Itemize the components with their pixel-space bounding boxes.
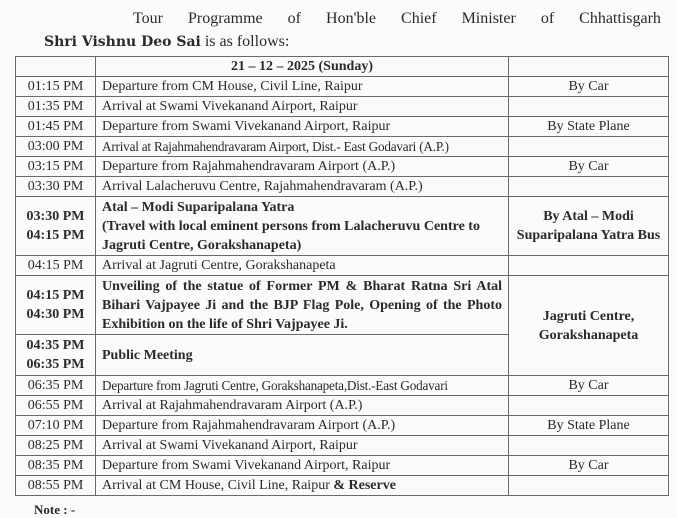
time-cell: 06:55 PM bbox=[16, 396, 96, 416]
table-row bbox=[16, 416, 669, 436]
intro-word: of bbox=[287, 10, 301, 27]
table-row bbox=[16, 157, 669, 177]
mode-cell: By State Plane bbox=[509, 416, 669, 436]
intro-word: Chhattisgarh bbox=[579, 10, 661, 27]
description-cell: Public Meeting bbox=[96, 335, 509, 376]
date-header: 21 – 12 – 2025 (Sunday) bbox=[96, 57, 509, 77]
table-row bbox=[16, 376, 669, 396]
mode-cell bbox=[509, 476, 669, 496]
chief-minister-name: Shri Vishnu Deo Sai bbox=[44, 34, 201, 50]
time-cell: 08:55 PM bbox=[16, 476, 96, 496]
intro-word: of bbox=[540, 10, 555, 27]
reserve-label: & Reserve bbox=[333, 478, 396, 493]
time-cell: 01:45 PM bbox=[16, 117, 96, 137]
table-row bbox=[16, 177, 669, 197]
description-cell: Departure from Rajahmahendravaram Airport (A.P.) bbox=[96, 416, 509, 436]
table-row bbox=[16, 396, 669, 416]
intro-word: Minister bbox=[461, 10, 516, 27]
table-row bbox=[16, 436, 669, 456]
table-row bbox=[16, 97, 669, 117]
mode-cell: By Car bbox=[509, 157, 669, 177]
description-cell bbox=[96, 376, 509, 396]
time-end: 04:30 PM bbox=[26, 307, 85, 322]
table-row bbox=[16, 256, 669, 276]
description-title: Atal – Modi Suparipalana Yatra bbox=[102, 199, 295, 215]
description-cell bbox=[96, 137, 509, 157]
time-cell: 03:00 PM bbox=[16, 137, 96, 157]
time-cell: 03:30 PM bbox=[16, 177, 96, 197]
description-cell: Arrival at Jagruti Centre, Gorakshanapeta bbox=[96, 256, 509, 276]
description-cell: Arrival Lalacheruvu Centre, Rajahmahendravaram (A.P.) bbox=[96, 177, 509, 197]
note-label: Note : - bbox=[34, 502, 76, 517]
time-cell: 01:35 PM bbox=[16, 97, 96, 117]
description-cell bbox=[96, 476, 509, 496]
mode-cell bbox=[509, 97, 669, 117]
mode-cell bbox=[509, 436, 669, 456]
time-cell: 01:15 PM bbox=[16, 77, 96, 97]
table-row bbox=[16, 476, 669, 496]
mode-cell: By Atal – Modi Suparipalana Yatra Bus bbox=[509, 197, 669, 256]
time-end: 04:15 PM bbox=[26, 228, 85, 243]
time-cell: 07:10 PM bbox=[16, 416, 96, 436]
time-cell: 08:35 PM bbox=[16, 456, 96, 476]
time-range-cell bbox=[16, 276, 96, 335]
time-cell: 03:15 PM bbox=[16, 157, 96, 177]
description-cell: Arrival at Rajahmahendravaram Airport (A.P.) bbox=[96, 396, 509, 416]
header-mode-cell bbox=[509, 57, 669, 77]
mode-cell bbox=[509, 177, 669, 197]
description-text: (Travel with local eminent persons from Lalacheruvu Centre to Jagruti Centre, Gorakshanapeta) bbox=[102, 218, 480, 253]
description-cell bbox=[96, 197, 509, 256]
mode-cell bbox=[509, 256, 669, 276]
time-start: 04:35 PM bbox=[26, 338, 85, 353]
description-cell: Departure from Swami Vivekanand Airport, Raipur bbox=[96, 117, 509, 137]
description-cell: Departure from CM House, Civil Line, Raipur bbox=[96, 77, 509, 97]
time-cell: 04:15 PM bbox=[16, 256, 96, 276]
time-end: 06:35 PM bbox=[26, 357, 85, 372]
description-text: Arrival at CM House, Civil Line, Raipur bbox=[102, 478, 334, 493]
intro-line-1 bbox=[133, 10, 661, 28]
venue-cell: Jagruti Centre, Gorakshanapeta bbox=[509, 276, 669, 376]
description-text: Departure from Jagruti Centre, Gorakshanapeta,Dist.-East Godavari bbox=[102, 378, 448, 393]
table-row bbox=[16, 137, 669, 157]
time-range-cell bbox=[16, 197, 96, 256]
description-cell: Departure from Swami Vivekanand Airport, Raipur bbox=[96, 456, 509, 476]
description-cell: Unveiling of the statue of Former PM & Bharat Ratna Sri Atal Bihari Vajpayee Ji and the BJP Flag Pole, Opening of the Photo Exhibition on the life of Shri Vajpayee Ji. bbox=[96, 276, 509, 335]
time-start: 03:30 PM bbox=[26, 209, 85, 224]
description-cell: Departure from Rajahmahendravaram Airport (A.P.) bbox=[96, 157, 509, 177]
table-row bbox=[16, 77, 669, 97]
intro-word: Hon'ble bbox=[326, 10, 376, 27]
time-cell: 06:35 PM bbox=[16, 376, 96, 396]
intro-word: Programme bbox=[188, 10, 263, 27]
tour-schedule-table bbox=[15, 56, 669, 496]
time-start: 04:15 PM bbox=[26, 288, 85, 303]
mode-cell: By State Plane bbox=[509, 117, 669, 137]
intro-word: Tour bbox=[133, 10, 163, 27]
table-row bbox=[16, 117, 669, 137]
date-header-row bbox=[16, 57, 669, 77]
description-text: Arrival at Rajahmahendravaram Airport, Dist.- East Godavari (A.P.) bbox=[102, 139, 449, 154]
time-range-cell bbox=[16, 335, 96, 376]
table-row-yatra bbox=[16, 197, 669, 256]
mode-cell bbox=[509, 137, 669, 157]
header-time-cell bbox=[16, 57, 96, 77]
intro-word: Chief bbox=[401, 10, 437, 27]
table-row-unveiling bbox=[16, 276, 669, 335]
description-cell: Arrival at Swami Vivekanand Airport, Raipur bbox=[96, 97, 509, 117]
mode-cell bbox=[509, 396, 669, 416]
intro-line-2-rest: is as follows: bbox=[200, 33, 290, 50]
mode-cell: By Car bbox=[509, 376, 669, 396]
mode-cell: By Car bbox=[509, 77, 669, 97]
mode-cell: By Car bbox=[509, 456, 669, 476]
table-row bbox=[16, 456, 669, 476]
time-cell: 08:25 PM bbox=[16, 436, 96, 456]
description-cell: Arrival at Swami Vivekanand Airport, Raipur bbox=[96, 436, 509, 456]
intro-line-2 bbox=[44, 33, 289, 51]
